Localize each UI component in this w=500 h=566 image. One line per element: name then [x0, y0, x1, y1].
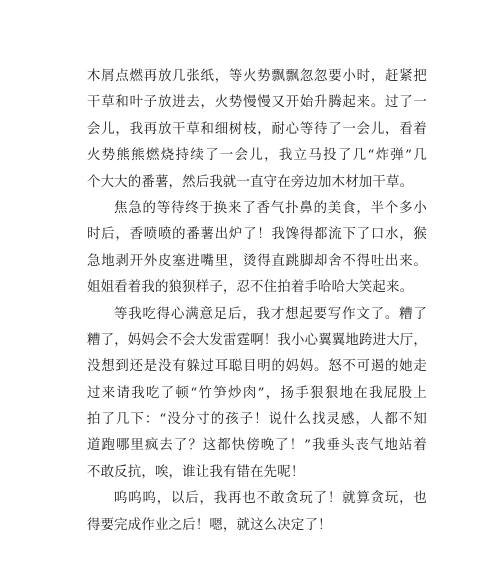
paragraph-start-line: 焦急的等待终于换来了香气扑鼻的美食，半个多小 — [114, 200, 427, 216]
text-line: 火势熊熊燃烧持续了一会儿，我立马投了几“炸弹”几 — [87, 148, 427, 164]
paragraph-start-line: 等我吃得心满意足后，我才想起要写作文了。糟了 — [114, 306, 427, 322]
text-line: 时后，香喷喷的番薯出炉了！我馋得都流下了口水，猴 — [87, 227, 427, 243]
essay-text — [87, 64, 427, 539]
text-line: 没想到还是没有躲过耳聪目明的妈妈。怒不可遏的她走 — [87, 359, 427, 375]
text-line: 干草和叶子放进去，火势慢慢又开始升腾起来。过了一 — [87, 95, 427, 111]
text-line: 不敢反抗，唉，谁让我有错在先呢！ — [87, 464, 305, 480]
text-line: 拍了几下：“没分寸的孩子！说什么找灵感，人都不知 — [87, 412, 427, 428]
paragraph-start-line: 呜呜呜，以后，我再也不敢贪玩了！就算贪玩，也 — [114, 491, 427, 507]
text-line: 木屑点燃再放几张纸，等火势飘飘忽忽要小时，赶紧把 — [87, 69, 427, 84]
text-line: 个大大的番薯，然后我就一直守在旁边加木材加干草。 — [87, 174, 414, 190]
text-line: 急地剥开外皮塞进嘴里，烫得直跳脚却舍不得吐出来。 — [87, 253, 427, 269]
text-line: 姐姐看着我的狼狈样子，忍不住拍着手哈哈大笑起来。 — [87, 280, 414, 296]
text-line: 过来请我吃了顿“竹笋炒肉”，扬手狠狠地在我屁股上 — [87, 385, 427, 401]
text-line: 糟了，妈妈会不会大发雷霆啊！我小心翼翼地跨进大厅， — [87, 332, 427, 348]
text-line: 会儿，我再放干草和细树枝，耐心等待了一会儿，看着 — [87, 121, 427, 137]
text-line: 得要完成作业之后！嗯，就这么决定了！ — [87, 517, 332, 533]
text-line: 道跑哪里疯去了？这都快傍晚了！”我垂头丧气地站着 — [87, 438, 427, 454]
